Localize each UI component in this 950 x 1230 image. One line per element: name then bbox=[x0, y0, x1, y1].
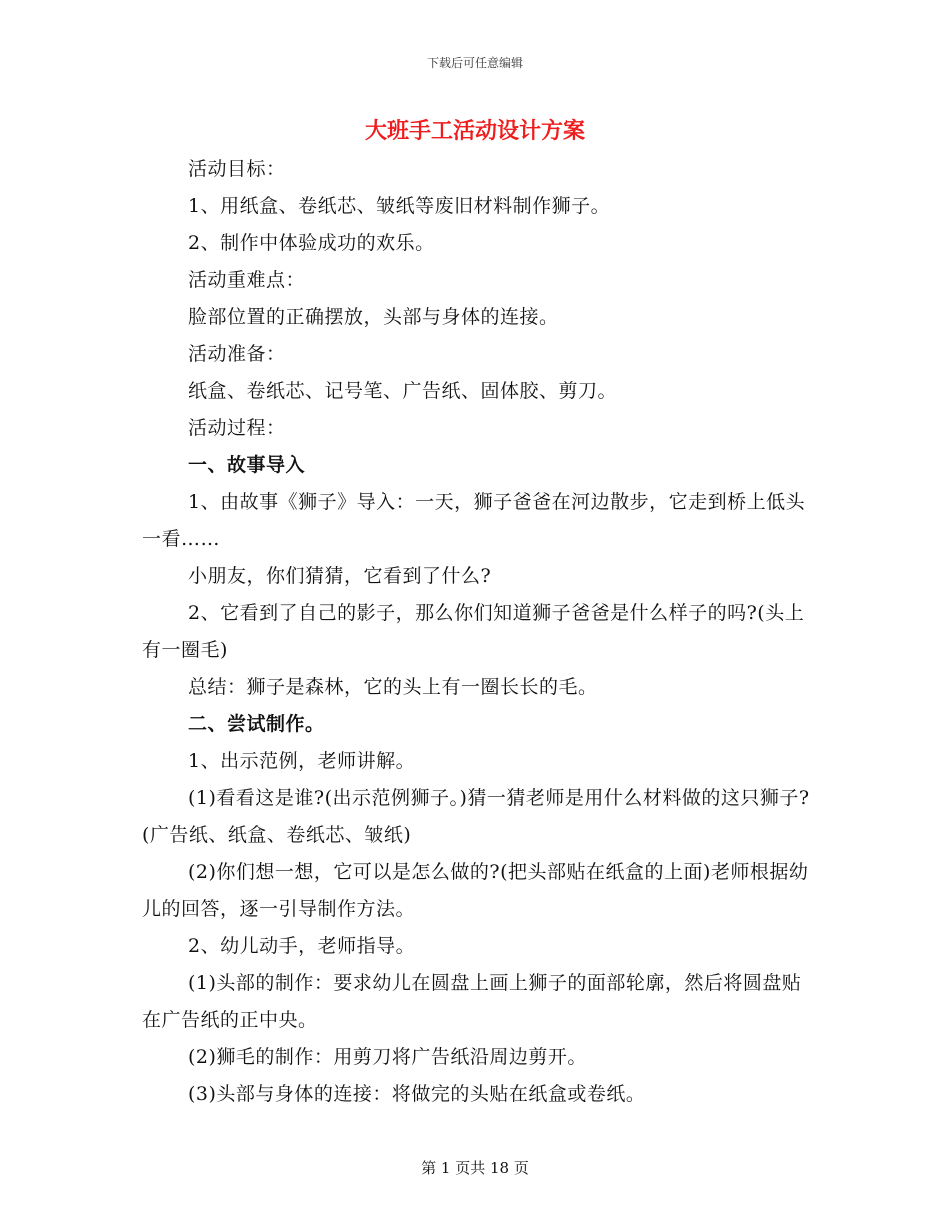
page-footer: 第 1 页共 18 页 bbox=[421, 1159, 529, 1177]
paragraph: 2、幼儿动手，老师指导。 bbox=[188, 935, 416, 957]
paragraph: 1、用纸盒、卷纸芯、皱纸等废旧材料制作狮子。 bbox=[188, 195, 611, 217]
document-title: 大班手工活动设计方案 bbox=[364, 118, 585, 144]
paragraph: 2、它看到了自己的影子，那么你们知道狮子爸爸是什么样子的吗?(头上有一圈毛) bbox=[142, 602, 805, 661]
section-heading: 一、故事导入 bbox=[188, 454, 306, 476]
paragraph: 活动目标： bbox=[188, 158, 286, 180]
paragraph: 1、由故事《狮子》导入：一天，狮子爸爸在河边散步，它走到桥上低头一看…… bbox=[142, 491, 806, 550]
paragraph: (3)头部与身体的连接：将做完的头贴在纸盒或卷纸。 bbox=[188, 1083, 646, 1105]
paragraph: 总结：狮子是森林，它的头上有一圈长长的毛。 bbox=[188, 676, 598, 698]
paragraph: (1)头部的制作：要求幼儿在圆盘上画上狮子的面部轮廓，然后将圆盘贴在广告纸的正中央。 bbox=[142, 972, 802, 1031]
paragraph: 活动过程： bbox=[188, 417, 286, 439]
paragraph: 小朋友，你们猜猜，它看到了什么? bbox=[188, 565, 492, 587]
document-body bbox=[142, 151, 810, 1113]
section-heading: 二、尝试制作。 bbox=[188, 713, 325, 735]
page-header-note: 下载后可任意编辑 bbox=[426, 56, 523, 70]
paragraph: 脸部位置的正确摆放，头部与身体的连接。 bbox=[188, 306, 559, 328]
paragraph: 活动准备： bbox=[188, 343, 286, 365]
paragraph: 1、出示范例，老师讲解。 bbox=[188, 750, 416, 772]
paragraph: (2)你们想一想，它可以是怎么做的?(把头部贴在纸盒的上面)老师根据幼儿的回答，逐一引导制作方法。 bbox=[142, 861, 809, 920]
paragraph: 纸盒、卷纸芯、记号笔、广告纸、固体胶、剪刀。 bbox=[188, 380, 618, 402]
paragraph: (1)看看这是谁?(出示范例狮子。)猜一猜老师是用什么材料做的这只狮子?(广告纸、纸盒、卷纸芯、皱纸) bbox=[142, 787, 810, 846]
paragraph: 活动重难点： bbox=[188, 269, 306, 291]
paragraph: 2、制作中体验成功的欢乐。 bbox=[188, 232, 435, 254]
paragraph: (2)狮毛的制作：用剪刀将广告纸沿周边剪开。 bbox=[188, 1046, 587, 1068]
